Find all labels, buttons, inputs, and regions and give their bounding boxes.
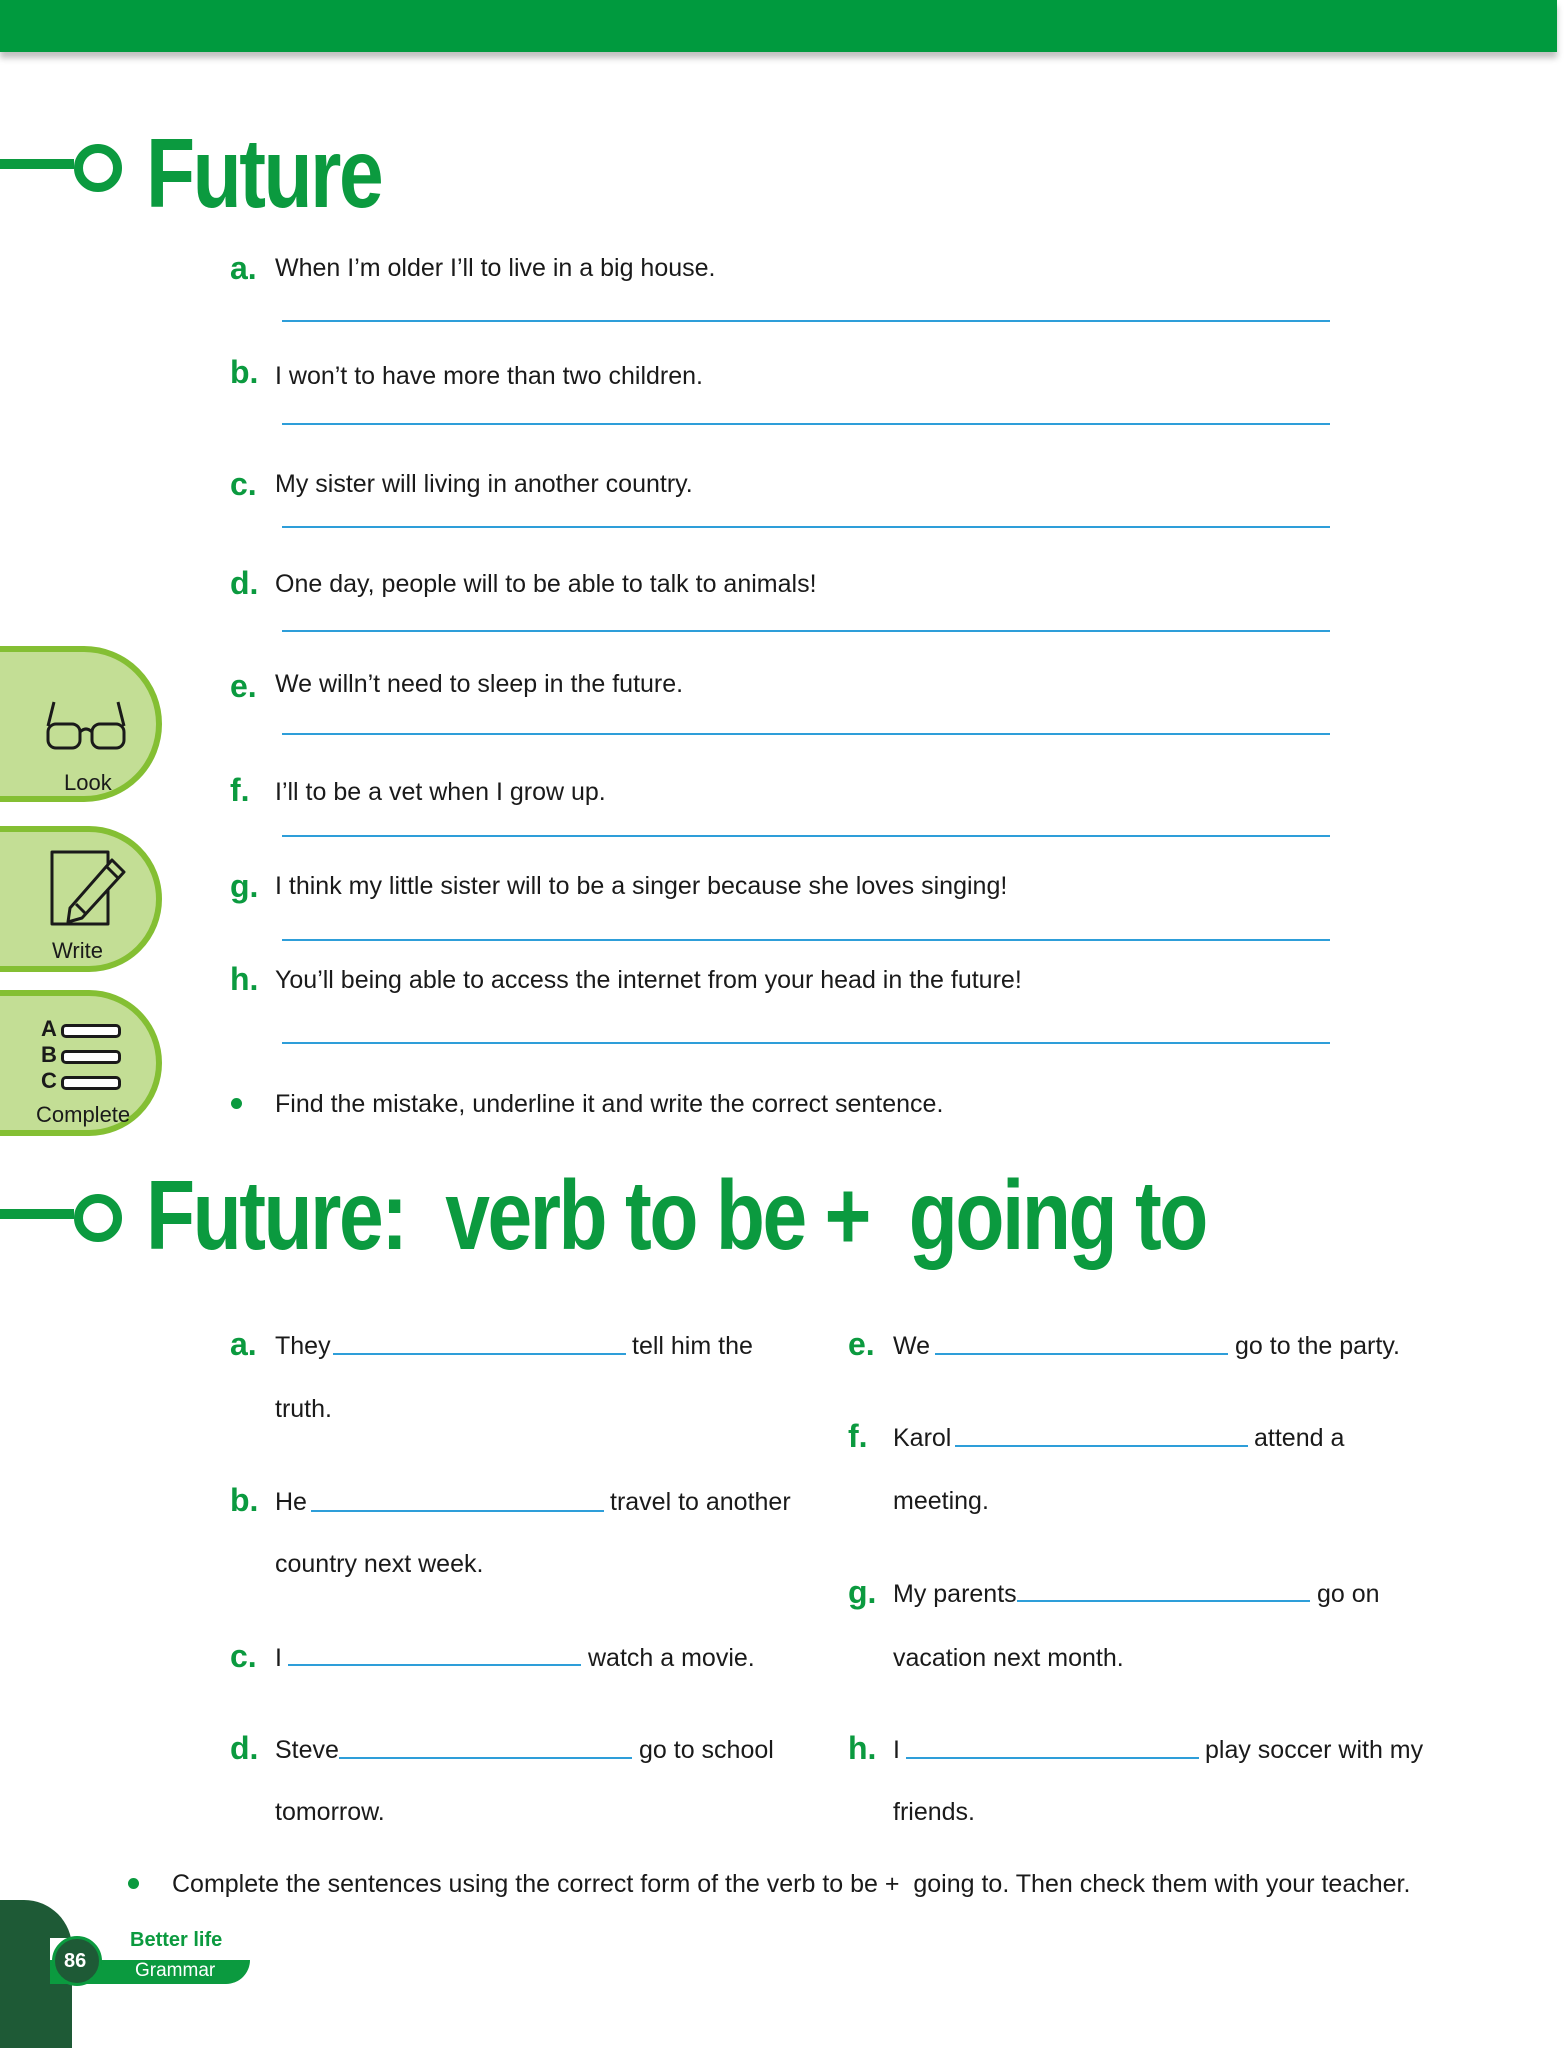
abc-letter: C: [41, 1068, 57, 1093]
item-text-before: Steve: [275, 1736, 339, 1764]
list-bar: [61, 1050, 121, 1064]
answer-line[interactable]: [282, 733, 1330, 735]
item-text-after: travel to another: [610, 1488, 791, 1516]
fill-blank[interactable]: [333, 1353, 626, 1355]
instruction-text: Complete the sentences using the correct form of the verb to be + going to. Then check them with your teacher.: [172, 1870, 1411, 1898]
bullet: [231, 1098, 242, 1109]
fill-blank[interactable]: [935, 1353, 1228, 1355]
heading-ring-icon: [74, 144, 122, 192]
item-text-continued: vacation next month.: [893, 1644, 1124, 1672]
item-text-continued: truth.: [275, 1395, 332, 1423]
item-letter: c.: [230, 1638, 257, 1674]
item-letter: d.: [230, 565, 259, 601]
fill-blank[interactable]: [339, 1757, 632, 1759]
bullet: [128, 1878, 139, 1889]
item-sentence: When I’m older I’ll to live in a big house.: [275, 254, 716, 282]
tab-label: Write: [52, 938, 103, 963]
fill-blank[interactable]: [906, 1757, 1199, 1759]
item-text-before: My parents: [893, 1580, 1017, 1608]
item-text-continued: country next week.: [275, 1550, 484, 1578]
heading-line-decoration: [0, 159, 74, 169]
item-sentence: One day, people will to be able to talk to animals!: [275, 570, 817, 598]
item-letter: g.: [230, 868, 259, 904]
top-banner: [0, 0, 1557, 52]
item-letter: h.: [848, 1730, 877, 1766]
item-text-continued: meeting.: [893, 1487, 989, 1515]
tab-label: Look: [64, 770, 112, 795]
heading-ring-icon: [74, 1194, 122, 1242]
item-letter: e.: [848, 1326, 875, 1362]
item-text-before: They: [275, 1332, 331, 1360]
item-letter: a.: [230, 250, 257, 286]
item-text-after: go on: [1317, 1580, 1380, 1608]
list-bar: [61, 1076, 121, 1090]
fill-blank[interactable]: [288, 1664, 581, 1666]
answer-line[interactable]: [282, 939, 1330, 941]
item-text-after: play soccer with my: [1205, 1736, 1424, 1764]
item-letter: b.: [230, 1482, 259, 1518]
list-bar: [61, 1024, 121, 1038]
item-letter: f.: [230, 772, 250, 808]
item-letter: c.: [230, 466, 257, 502]
item-letter: f.: [848, 1418, 868, 1454]
item-sentence: I think my little sister will to be a singer because she loves singing!: [275, 872, 1008, 900]
item-text-continued: tomorrow.: [275, 1798, 385, 1826]
section-title-going-to: Future: verb to be + going to: [146, 1160, 1206, 1270]
book-title: Better life: [130, 1929, 223, 1951]
tab-complete[interactable]: [0, 990, 162, 1136]
item-text-after: go to the party.: [1235, 1332, 1400, 1360]
item-sentence: My sister will living in another country.: [275, 470, 693, 498]
section-title-future: Future: [146, 118, 382, 228]
answer-line[interactable]: [282, 835, 1330, 837]
item-letter: e.: [230, 668, 257, 704]
tab-write[interactable]: [0, 826, 162, 972]
item-sentence: You’ll being able to access the internet from your head in the future!: [275, 966, 1022, 994]
abc-letter: A: [41, 1016, 57, 1041]
item-text-after: attend a: [1254, 1424, 1345, 1452]
tab-label: Complete: [36, 1102, 131, 1127]
item-text-after: go to school: [639, 1736, 774, 1764]
item-text-before: Karol: [893, 1424, 952, 1452]
fill-blank[interactable]: [1017, 1600, 1310, 1602]
answer-line[interactable]: [282, 526, 1330, 528]
item-text-continued: friends.: [893, 1798, 975, 1826]
section-name: Grammar: [135, 1960, 216, 1981]
item-sentence: I’ll to be a vet when I grow up.: [275, 778, 606, 806]
item-text-after: tell him the: [632, 1332, 753, 1360]
abc-list-icon: [41, 1016, 131, 1096]
item-letter: b.: [230, 354, 259, 390]
answer-line[interactable]: [282, 320, 1330, 322]
instruction-text: Find the mistake, underline it and write the correct sentence.: [275, 1090, 944, 1118]
item-text-before: I: [275, 1644, 282, 1672]
page-number: 86: [64, 1950, 87, 1972]
item-text-before: He: [275, 1488, 307, 1516]
item-letter: g.: [848, 1574, 877, 1610]
item-text-after: watch a movie.: [588, 1644, 755, 1672]
item-letter: a.: [230, 1326, 257, 1362]
item-sentence: I won’t to have more than two children.: [275, 362, 704, 390]
item-text-before: We: [893, 1332, 931, 1360]
fill-blank[interactable]: [955, 1445, 1248, 1447]
answer-line[interactable]: [282, 1042, 1330, 1044]
heading-line-decoration: [0, 1209, 74, 1219]
abc-letter: B: [41, 1042, 57, 1067]
item-sentence: We willn’t need to sleep in the future.: [275, 670, 684, 698]
tab-look[interactable]: [0, 646, 162, 802]
answer-line[interactable]: [282, 630, 1330, 632]
item-text-before: I: [893, 1736, 900, 1764]
item-letter: h.: [230, 961, 259, 997]
fill-blank[interactable]: [311, 1510, 604, 1512]
item-letter: d.: [230, 1730, 259, 1766]
pencil-paper-icon: [46, 846, 128, 930]
glasses-icon: [44, 694, 128, 754]
answer-line[interactable]: [282, 423, 1330, 425]
